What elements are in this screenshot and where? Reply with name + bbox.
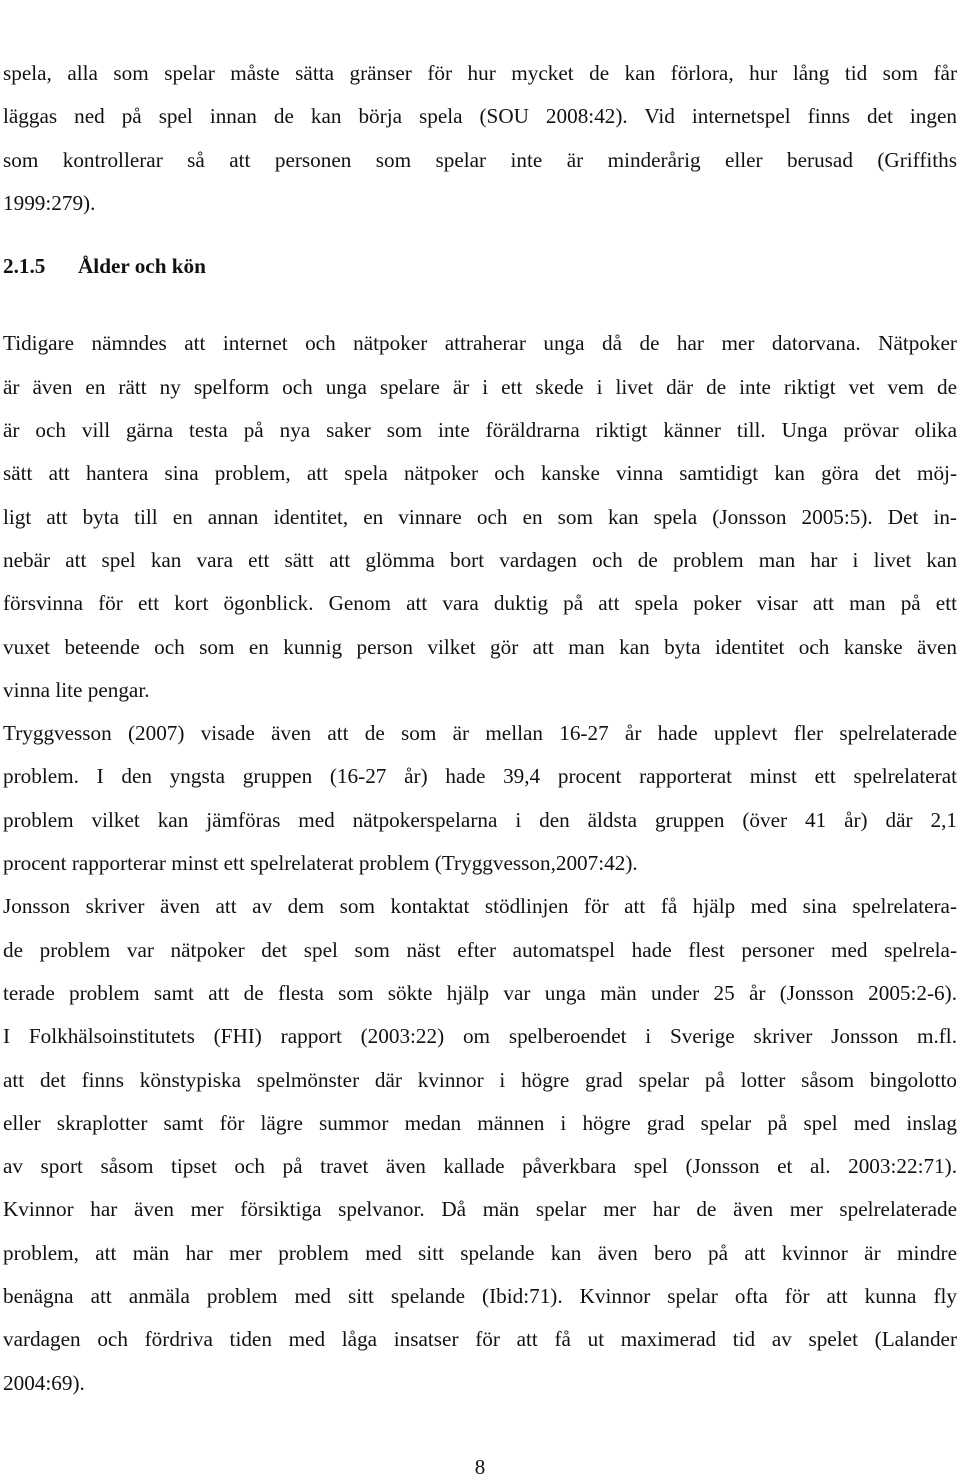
text-line: benägna att anmäla problem med sitt spelande (Ibid:71). Kvinnor spelar ofta för att kunna fly: [3, 1284, 957, 1309]
text-line: är även en rätt ny spelform och unga spelare är i ett skede i livet där de inte riktigt vet vem de: [3, 374, 957, 399]
text-line: Kvinnor har även mer försiktiga spelvanor. Då män spelar mer har de även mer spelrelaterade: [3, 1197, 957, 1222]
text-line: Tryggvesson (2007) visade även att de som är mellan 16-27 år hade upplevt fler spelrelaterade: [3, 721, 957, 746]
text-line: 2004:69).: [3, 1370, 85, 1395]
text-line: vardagen och fördriva tiden med låga insatser för att få ut maximerad tid av spelet (Lalander: [3, 1327, 957, 1352]
text-line: vinna lite pengar.: [3, 677, 150, 702]
body-paragraph: [3, 322, 957, 712]
intro-paragraph: [3, 52, 957, 225]
text-line: I Folkhälsoinstitutets (FHI) rapport (2003:22) om spelberoendet i Sverige skriver Jonsson m.fl.: [3, 1024, 957, 1049]
page-number: 8: [474, 1455, 486, 1479]
text-line: sätt att hantera sina problem, att spela nätpoker och kanske vinna samtidigt kan göra det möj-: [3, 461, 957, 486]
text-line: att det finns könstypiska spelmönster där kvinnor i högre grad spelar på lotter såsom bingolotto: [3, 1067, 957, 1092]
text-line: de problem var nätpoker det spel som näst efter automatspel hade flest personer med spelrela-: [3, 937, 957, 962]
text-line: eller skraplotter samt för lägre summor medan männen i högre grad spelar på spel med inslag: [3, 1110, 957, 1135]
text-line: är och vill gärna testa på nya saker som inte föräldrarna riktigt känner till. Unga prövar olika: [3, 418, 957, 443]
text-line: nebär att spel kan vara ett sätt att glömma bort vardagen och de problem man har i livet kan: [3, 547, 957, 572]
text-line: spela, alla som spelar måste sätta gränser för hur mycket de kan förlora, hur lång tid som får: [3, 61, 957, 85]
text-line: försvinna för ett kort ögonblick. Genom att vara duktig på att spela poker visar att man på ett: [3, 591, 957, 616]
section-title: Ålder och kön: [78, 254, 206, 279]
text-line: terade problem samt att de flesta som sökte hjälp var unga män under 25 år (Jonsson 2005:2-6).: [3, 980, 957, 1005]
text-line: ligt att byta till en annan identitet, en vinnare och en som kan spela (Jonsson 2005:5). Det in-: [3, 504, 957, 529]
text-line: 1999:279).: [3, 190, 96, 215]
text-line: problem, att män har mer problem med sitt spelande kan även bero på att kvinnor är mindre: [3, 1240, 957, 1265]
text-line: vuxet beteende och som en kunnig person vilket gör att man kan byta identitet och kanske även: [3, 634, 957, 659]
section-heading: [3, 245, 957, 288]
text-line: problem vilket kan jämföras med nätpokerspelarna i den äldsta gruppen (över 41 år) där 2,1: [3, 807, 957, 832]
document-page: [3, 52, 957, 1405]
text-line: som kontrollerar så att personen som spelar inte är minderårig eller berusad (Griffiths: [3, 147, 957, 172]
section-number: 2.1.5: [3, 254, 46, 279]
body-paragraph: [3, 712, 957, 885]
text-line: Jonsson skriver även att av dem som kontaktat stödlinjen för att få hjälp med sina spelrelatera-: [3, 894, 957, 919]
text-line: av sport såsom tipset och på travet även kallade påverkbara spel (Jonsson et al. 2003:22:71).: [3, 1154, 957, 1179]
text-line: problem. I den yngsta gruppen (16-27 år) hade 39,4 procent rapporterat minst ett spelrelaterat: [3, 764, 957, 789]
body-paragraph: [3, 885, 957, 1405]
text-line: procent rapporterar minst ett spelrelaterat problem (Tryggvesson,2007:42).: [3, 851, 638, 876]
text-line: läggas ned på spel innan de kan börja spela (SOU 2008:42). Vid internetspel finns det ingen: [3, 104, 957, 129]
text-line: Tidigare nämndes att internet och nätpoker attraherar unga då de har mer datorvana. Nätpoker: [3, 331, 957, 356]
